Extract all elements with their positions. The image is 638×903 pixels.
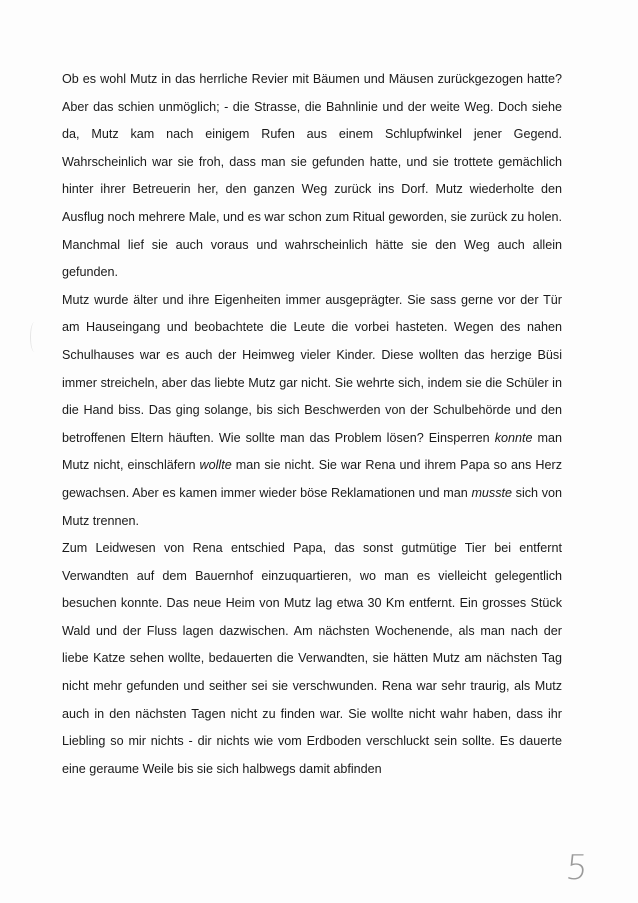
page-number: 5 bbox=[563, 848, 590, 888]
paragraph-3 bbox=[62, 535, 562, 783]
body-text bbox=[62, 66, 562, 783]
paragraph-3-text: Zum Leidwesen von Rena entschied Papa, das sonst gutmütige Tier bei entfernt Verwandten auf dem Bauernhof einzuquartieren, wo man es vielleicht gelegentlich besuchen konnte. Das neue Heim von Mutz lag etwa 30 Km entfernt. Ein grosses Stück Wald und der Fluss lagen dazwischen. Am nächsten Wochenende, als man nach der liebe Katze sehen wollte, bedauerten die Verwandten, sie hätten Mutz am nächsten Tag nicht mehr gefunden und seither sei sie verschwunden. Rena war sehr traurig, als Mutz auch in den nächsten Tagen nicht zu finden war. Sie wollte nicht wahr haben, dass ihr Liebling so mir nichts - dir nichts wie vom Erdboden verschluckt sein sollte. Es dauerte eine geraume Weile bis sie sich halbwegs damit abfinden bbox=[62, 541, 562, 776]
paragraph-2-text: sich von Mutz trennen. bbox=[62, 485, 562, 528]
emphasis-konnte: konnte bbox=[494, 430, 533, 445]
paragraph-2-text: Mutz wurde älter und ihre Eigenheiten immer ausgeprägter. Sie sass gerne vor der Tür am Hauseingang und beobachtete die Leute die vorbei hasteten. Wegen des nahen Schulhauses war es auch der Heimweg vieler Kinder. Diese wollten das herzige Büsi immer streicheln, aber das liebte Mutz gar nicht. Sie wehrte sich, indem sie die Schüler in die Hand biss. Das ging solange, bis sich Beschwerden von der Schulbehörde und den betroffenen Eltern häuften. Wie sollte man das Problem lösen? Einsperren bbox=[62, 292, 562, 445]
emphasis-musste: musste bbox=[471, 485, 513, 500]
paragraph-2-text: man sie nicht. Sie war Rena und ihrem Papa so ans Herz gewachsen. Aber es kamen immer wieder böse Reklamationen und man bbox=[62, 458, 562, 500]
paragraph-2 bbox=[62, 287, 562, 535]
punch-hole-mark bbox=[30, 322, 39, 352]
paragraph-1 bbox=[62, 66, 562, 287]
paragraph-2-text: man Mutz nicht, einschläfern bbox=[62, 430, 562, 473]
emphasis-wollte: wollte bbox=[199, 458, 232, 473]
paragraph-1-text: Ob es wohl Mutz in das herrliche Revier mit Bäumen und Mäusen zurückgezogen hatte? Aber das schien unmöglich; - die Strasse, die Bahnlinie und der weite Weg. Doch siehe da, Mutz kam nach einigem Rufen aus einem Schlupfwinkel jener Gegend. Wahrscheinlich war sie froh, dass man sie gefunden hatte, und sie trottete gemächlich hinter ihrer Betreuerin her, den ganzen Weg zurück ins Dorf. Mutz wiederholte den Ausflug noch mehrere Male, und es war schon zum Ritual geworden, sie zurück zu holen. Manchmal lief sie auch voraus und wahrscheinlich hätte sie den Weg auch allein gefunden. bbox=[62, 72, 562, 280]
